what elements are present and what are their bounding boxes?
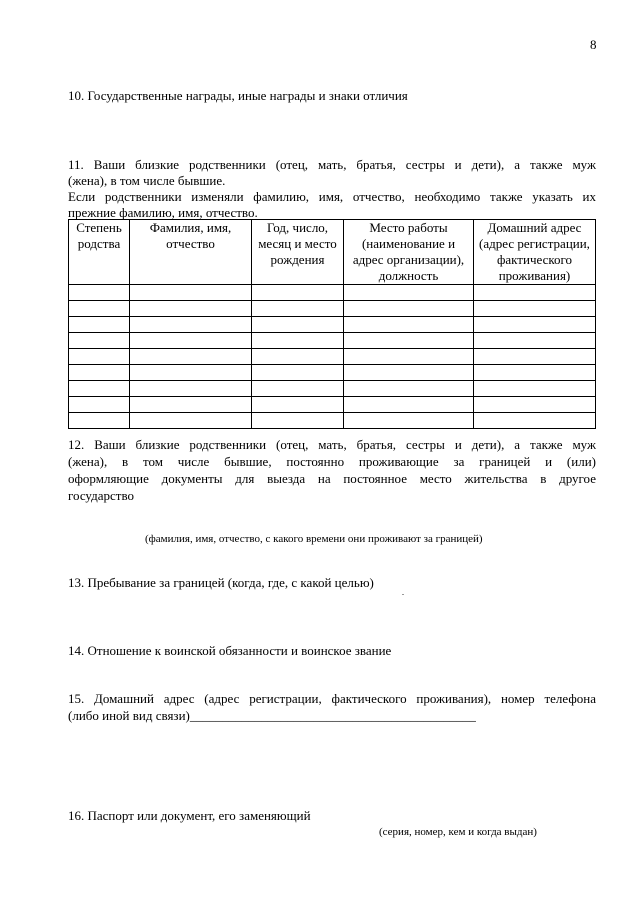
relatives-table-cell[interactable] <box>252 301 344 317</box>
section-11-line-4: прежние фамилию, имя, отчество. <box>68 205 258 220</box>
relatives-table-cell[interactable] <box>252 381 344 397</box>
section-13-title: 13. Пребывание за границей (когда, где, с какой целью) <box>68 575 374 590</box>
section-12-caption: (фамилия, имя, отчество, с какого времени они проживают за границей) <box>145 533 483 545</box>
relatives-table-cell[interactable] <box>69 381 130 397</box>
relatives-table-cell[interactable] <box>69 333 130 349</box>
relatives-table-cell[interactable] <box>474 317 596 333</box>
relatives-table-row <box>69 285 596 301</box>
relatives-table-row <box>69 381 596 397</box>
relatives-table-cell[interactable] <box>69 413 130 429</box>
relatives-table-cell[interactable] <box>474 397 596 413</box>
relatives-table-cell[interactable] <box>344 317 474 333</box>
section-12-line-2: (жена), в том числе бывшие, постоянно проживающие за границей и (или) <box>68 454 596 469</box>
relatives-table-cell[interactable] <box>69 397 130 413</box>
section-11-line-3: Если родственники изменяли фамилию, имя, отчество, необходимо также указать их <box>68 189 596 204</box>
relatives-table-cell[interactable] <box>344 381 474 397</box>
relatives-table-row <box>69 365 596 381</box>
section-11-line-2: (жена), в том числе бывшие. <box>68 173 226 188</box>
section-15-line-2: (либо иной вид связи)____________________________________________ <box>68 708 476 723</box>
relatives-table-body <box>69 285 596 429</box>
relatives-table-cell[interactable] <box>474 349 596 365</box>
relatives-table-cell[interactable] <box>474 333 596 349</box>
relatives-table-cell[interactable] <box>344 365 474 381</box>
section-12-line-4: государство <box>68 488 134 503</box>
col-header-workplace: Место работы (наименование и адрес организации), должность <box>344 220 474 285</box>
relatives-table-cell[interactable] <box>344 285 474 301</box>
relatives-table-cell[interactable] <box>344 333 474 349</box>
relatives-table-cell[interactable] <box>474 381 596 397</box>
col-header-full-name: Фамилия, имя, отчество <box>130 220 252 285</box>
relatives-table-cell[interactable] <box>130 397 252 413</box>
relatives-table-cell[interactable] <box>474 413 596 429</box>
col-header-home-address: Домашний адрес (адрес регистрации, фактического проживания) <box>474 220 596 285</box>
relatives-table-cell[interactable] <box>130 317 252 333</box>
relatives-table-cell[interactable] <box>69 365 130 381</box>
relatives-table-header <box>69 220 596 285</box>
underline-mark <box>402 594 404 595</box>
section-10-title: 10. Государственные награды, иные награды и знаки отличия <box>68 88 408 103</box>
relatives-table-cell[interactable] <box>344 301 474 317</box>
section-16-title: 16. Паспорт или документ, его заменяющий <box>68 808 311 823</box>
section-16-caption: (серия, номер, кем и когда выдан) <box>379 826 537 838</box>
relatives-table-cell[interactable] <box>252 285 344 301</box>
relatives-table <box>68 219 596 429</box>
relatives-table-cell[interactable] <box>130 381 252 397</box>
section-15-line-1: 15. Домашний адрес (адрес регистрации, фактического проживания), номер телефона <box>68 691 596 706</box>
relatives-table-row <box>69 333 596 349</box>
relatives-table-cell[interactable] <box>252 397 344 413</box>
relatives-table-cell[interactable] <box>344 397 474 413</box>
relatives-table-row <box>69 301 596 317</box>
relatives-table-cell[interactable] <box>69 301 130 317</box>
relatives-table-cell[interactable] <box>252 413 344 429</box>
relatives-table-cell[interactable] <box>130 333 252 349</box>
relatives-table-row <box>69 413 596 429</box>
relatives-table-cell[interactable] <box>130 349 252 365</box>
section-12-line-1: 12. Ваши близкие родственники (отец, мать, братья, сестры и дети), а также муж <box>68 437 596 452</box>
relatives-table-cell[interactable] <box>130 365 252 381</box>
relatives-table-cell[interactable] <box>252 365 344 381</box>
relatives-table-cell[interactable] <box>344 349 474 365</box>
relatives-table-row <box>69 349 596 365</box>
relatives-table-cell[interactable] <box>344 413 474 429</box>
relatives-table-cell[interactable] <box>474 285 596 301</box>
relatives-table-cell[interactable] <box>474 365 596 381</box>
relatives-table-cell[interactable] <box>130 301 252 317</box>
section-14-title: 14. Отношение к воинской обязанности и воинское звание <box>68 643 392 658</box>
relatives-table-cell[interactable] <box>69 285 130 301</box>
relatives-table-cell[interactable] <box>252 317 344 333</box>
relatives-table-cell[interactable] <box>130 285 252 301</box>
section-12-line-3: оформляющие документы для выезда на постоянное место жительства в другое <box>68 471 596 486</box>
page-number: 8 <box>590 37 597 52</box>
relatives-table-cell[interactable] <box>252 349 344 365</box>
relatives-table-cell[interactable] <box>69 349 130 365</box>
relatives-table-row <box>69 317 596 333</box>
col-header-relation: Степень родства <box>69 220 130 285</box>
col-header-birth: Год, число, месяц и место рождения <box>252 220 344 285</box>
relatives-table-cell[interactable] <box>69 317 130 333</box>
section-11-line-1: 11. Ваши близкие родственники (отец, мать, братья, сестры и дети), а также муж <box>68 157 596 172</box>
relatives-table-cell[interactable] <box>252 333 344 349</box>
relatives-table-cell[interactable] <box>474 301 596 317</box>
relatives-table-row <box>69 397 596 413</box>
relatives-table-cell[interactable] <box>130 413 252 429</box>
